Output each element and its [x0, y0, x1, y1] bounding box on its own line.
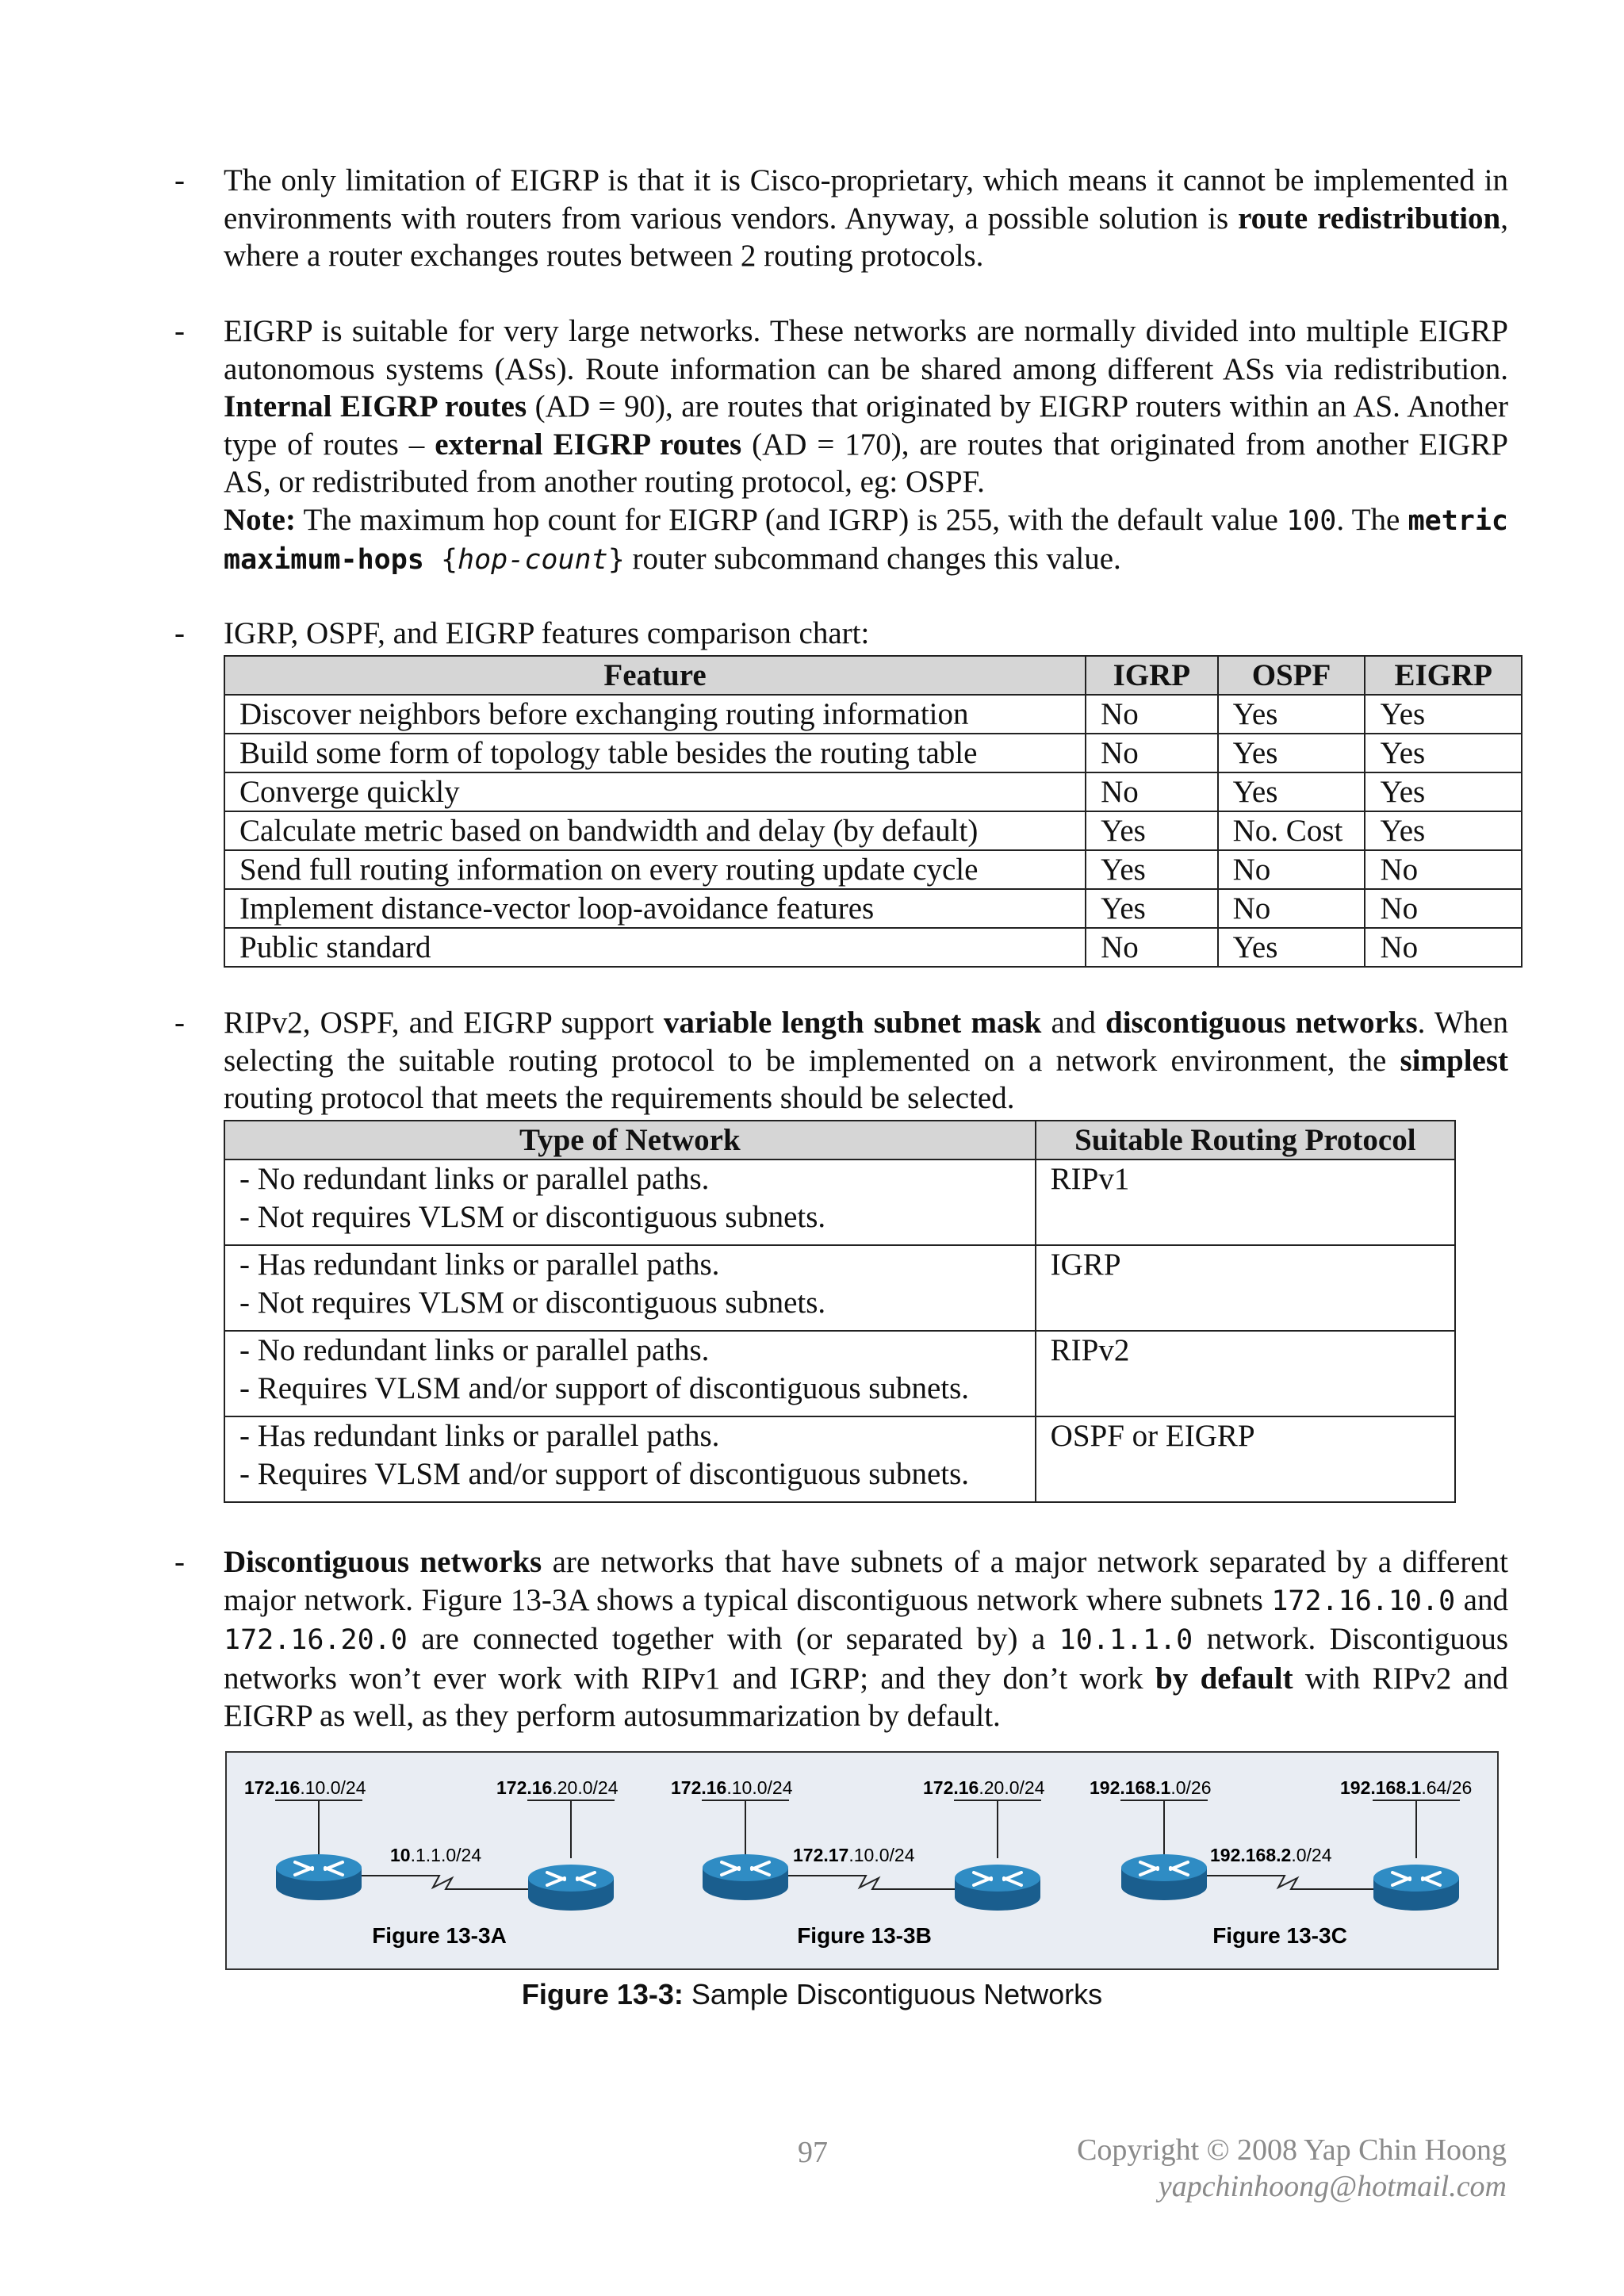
text: . The — [1336, 502, 1408, 537]
cell-line: - Not requires VLSM or discontiguous subnets. — [239, 1200, 826, 1234]
bold-term: Discontiguous networks — [224, 1545, 542, 1579]
text: with RIPv2 and EIGRP as well, as they perform autosummarization by default. — [224, 1661, 1508, 1733]
table-cell: Yes — [1218, 734, 1365, 772]
page-number: 97 — [798, 2136, 828, 2169]
table-cell: Implement distance-vector loop-avoidance features — [224, 889, 1086, 928]
table-cell: Public standard — [224, 928, 1086, 967]
text: The maximum hop count for EIGRP (and IGRP) is 255, with the default value — [295, 502, 1287, 537]
table-row — [224, 695, 1522, 734]
bullet-dash: - — [174, 163, 185, 197]
column-header: Feature — [224, 656, 1086, 695]
text: network. Discontiguous networks won’t ever work with RIPv1 and IGRP; and they don’t work — [224, 1622, 1508, 1696]
bullet-dash: - — [174, 1006, 185, 1040]
author-email: yapchinhoong@hotmail.com — [1158, 2170, 1507, 2203]
cell-line: - Not requires VLSM or discontiguous subnets. — [239, 1286, 826, 1320]
text: The only limitation of EIGRP is that it is Cisco-proprietary, which means it cannot be implemented in environments with routers from various vendors. Anyway, a possible solution is — [224, 163, 1508, 236]
subnet-label: 172.16.10.0/24 — [244, 1777, 366, 1798]
router-icon — [1121, 1854, 1207, 1900]
table-header-row — [224, 1121, 1455, 1159]
table-cell: RIPv1 — [1036, 1159, 1455, 1245]
bullet-dash: - — [174, 616, 185, 650]
table-cell: No — [1086, 772, 1218, 811]
code-value: 10.1.1.0 — [1059, 1624, 1193, 1656]
table-cell: No — [1218, 850, 1365, 889]
bullet-dash: - — [174, 1545, 185, 1579]
paragraph-discontiguous-networks — [174, 1543, 1508, 1735]
table-row — [224, 811, 1522, 850]
router-icon — [1373, 1865, 1459, 1911]
diagram-13-3b — [671, 1777, 1045, 1948]
bold-term: route redistribution — [1238, 201, 1501, 236]
table-row — [224, 928, 1522, 967]
text: (AD = 90), are routes that originated by EIGRP routers within an AS. Another type of routes – — [224, 389, 1508, 462]
diagram-13-3c — [1090, 1777, 1472, 1948]
router-icon — [528, 1865, 614, 1911]
subnet-label: 192.168.1.0/26 — [1090, 1777, 1212, 1798]
table-cell: Converge quickly — [224, 772, 1086, 811]
figure-caption — [0, 1978, 1624, 2011]
column-header: Type of Network — [224, 1121, 1036, 1159]
command-name: metric maximum-hops — [224, 504, 1508, 576]
table-cell: Yes — [1365, 772, 1522, 811]
text: EIGRP is suitable for very large networks. These networks are normally divided into multiple EIGRP autonomous systems (ASs). Route information can be shared among different ASs via redistribution. — [224, 314, 1508, 386]
table-row — [224, 889, 1522, 928]
text: are connected together with (or separated by) a — [407, 1622, 1059, 1656]
table-cell: No — [1365, 889, 1522, 928]
table-cell: Yes — [1086, 811, 1218, 850]
table-cell — [224, 1416, 1036, 1502]
text: are networks that have subnets of a major network separated by a different major network. Figure 13-3A shows a typical discontiguous network where subnets — [224, 1545, 1508, 1617]
table-cell: No — [1365, 928, 1522, 967]
routing-protocol-selection-table — [224, 1120, 1456, 1503]
table-row — [224, 1416, 1455, 1502]
table-cell: Yes — [1365, 734, 1522, 772]
table-cell: OSPF or EIGRP — [1036, 1416, 1455, 1502]
cell-line: - Requires VLSM and/or support of discontiguous subnets. — [239, 1457, 970, 1491]
copyright-text: Copyright © 2008 Yap Chin Hoong — [1077, 2133, 1507, 2167]
table-cell — [224, 1245, 1036, 1331]
text: and — [1041, 1006, 1106, 1040]
table-cell — [224, 1159, 1036, 1245]
link-label: 172.17.10.0/24 — [793, 1845, 915, 1865]
text: (AD = 170), are routes that originated from another EIGRP AS, or redistributed from another routing protocol, eg: OSPF. — [224, 427, 1508, 499]
subnet-label: 172.16.20.0/24 — [496, 1777, 619, 1798]
column-header: Suitable Routing Protocol — [1036, 1121, 1455, 1159]
table-row — [224, 1331, 1455, 1416]
bold-term: by default — [1155, 1661, 1293, 1696]
table-row — [224, 734, 1522, 772]
command-argument: hop-count — [458, 544, 608, 576]
cell-line: - Has redundant links or parallel paths. — [239, 1248, 720, 1282]
table-row — [224, 772, 1522, 811]
paragraph-vlsm-support — [174, 1004, 1508, 1117]
text: router subcommand changes this value. — [624, 542, 1121, 576]
table-header-row — [224, 656, 1522, 695]
cell-line: - Requires VLSM and/or support of discontiguous subnets. — [239, 1371, 970, 1405]
table-cell: No. Cost — [1218, 811, 1365, 850]
table-cell: Yes — [1218, 695, 1365, 734]
bold-term: variable length subnet mask — [663, 1006, 1042, 1040]
code-value: 100 — [1286, 504, 1337, 537]
table-cell: Build some form of topology table besides the routing table — [224, 734, 1086, 772]
table-row — [224, 850, 1522, 889]
column-header: IGRP — [1086, 656, 1218, 695]
figure-label: Figure 13-3A — [372, 1923, 507, 1948]
table-cell: Calculate metric based on bandwidth and delay (by default) — [224, 811, 1086, 850]
bold-term: Internal EIGRP routes — [224, 389, 527, 424]
text: and — [1455, 1582, 1508, 1617]
cell-line: - No redundant links or parallel paths. — [239, 1162, 710, 1196]
network-diagram — [227, 1753, 1500, 1972]
code-brace: } — [607, 544, 625, 576]
text: routing protocol that meets the requirements should be selected. — [224, 1081, 1015, 1115]
table-cell: Yes — [1218, 772, 1365, 811]
table-cell: Discover neighbors before exchanging routing information — [224, 695, 1086, 734]
features-comparison-table — [224, 655, 1522, 968]
table-cell: Yes — [1365, 695, 1522, 734]
footer-copyright — [1077, 2132, 1507, 2205]
subnet-label: 172.16.10.0/24 — [671, 1777, 793, 1798]
table-cell: No — [1218, 889, 1365, 928]
code-value: 172.16.10.0 — [1271, 1585, 1456, 1617]
figure-label: Figure 13-3B — [797, 1923, 932, 1948]
text: IGRP, OSPF, and EIGRP features comparison chart: — [224, 616, 870, 650]
cell-line: - No redundant links or parallel paths. — [239, 1333, 710, 1367]
router-icon — [703, 1854, 788, 1900]
code-brace: { — [423, 544, 458, 576]
text: . When selecting the suitable routing protocol to be implemented on a network environment, the — [224, 1006, 1508, 1078]
text: , where a router exchanges routes between 2 routing protocols. — [224, 201, 1508, 273]
table-row — [224, 1159, 1455, 1245]
link-label: 192.168.2.0/24 — [1210, 1845, 1332, 1865]
table-cell: Yes — [1365, 811, 1522, 850]
note-label: Note: — [224, 502, 296, 537]
table-cell: No — [1086, 734, 1218, 772]
bold-term: simplest — [1400, 1043, 1508, 1078]
table-cell: RIPv2 — [1036, 1331, 1455, 1416]
router-icon — [955, 1865, 1040, 1911]
table-cell: Yes — [1218, 928, 1365, 967]
table-cell: Yes — [1086, 850, 1218, 889]
table-cell: No — [1365, 850, 1522, 889]
caption-text: Sample Discontiguous Networks — [683, 1978, 1103, 2010]
router-icon — [276, 1854, 362, 1900]
table-row — [224, 1245, 1455, 1331]
bullet-dash: - — [174, 314, 185, 348]
diagram-13-3a — [244, 1777, 619, 1948]
network-diagram-figure — [225, 1751, 1499, 1970]
column-header: EIGRP — [1365, 656, 1522, 695]
paragraph-eigrp-large-networks — [174, 312, 1508, 580]
table-cell — [224, 1331, 1036, 1416]
paragraph-comparison-intro — [174, 615, 1508, 653]
text: RIPv2, OSPF, and EIGRP support — [224, 1006, 664, 1040]
column-header: OSPF — [1218, 656, 1365, 695]
table-cell: IGRP — [1036, 1245, 1455, 1331]
code-value: 172.16.20.0 — [224, 1624, 408, 1656]
table-cell: No — [1086, 928, 1218, 967]
caption-label: Figure 13-3: — [521, 1978, 684, 2010]
table-cell: Send full routing information on every routing update cycle — [224, 850, 1086, 889]
figure-label: Figure 13-3C — [1212, 1923, 1347, 1948]
paragraph-eigrp-limitation — [174, 162, 1508, 275]
subnet-label: 192.168.1.64/26 — [1340, 1777, 1473, 1798]
table-cell: No — [1086, 695, 1218, 734]
bold-term: external EIGRP routes — [435, 427, 742, 462]
link-label: 10.1.1.0/24 — [390, 1845, 482, 1865]
subnet-label: 172.16.20.0/24 — [923, 1777, 1045, 1798]
bold-term: discontiguous networks — [1105, 1006, 1418, 1040]
table-cell: Yes — [1086, 889, 1218, 928]
cell-line: - Has redundant links or parallel paths. — [239, 1419, 720, 1453]
